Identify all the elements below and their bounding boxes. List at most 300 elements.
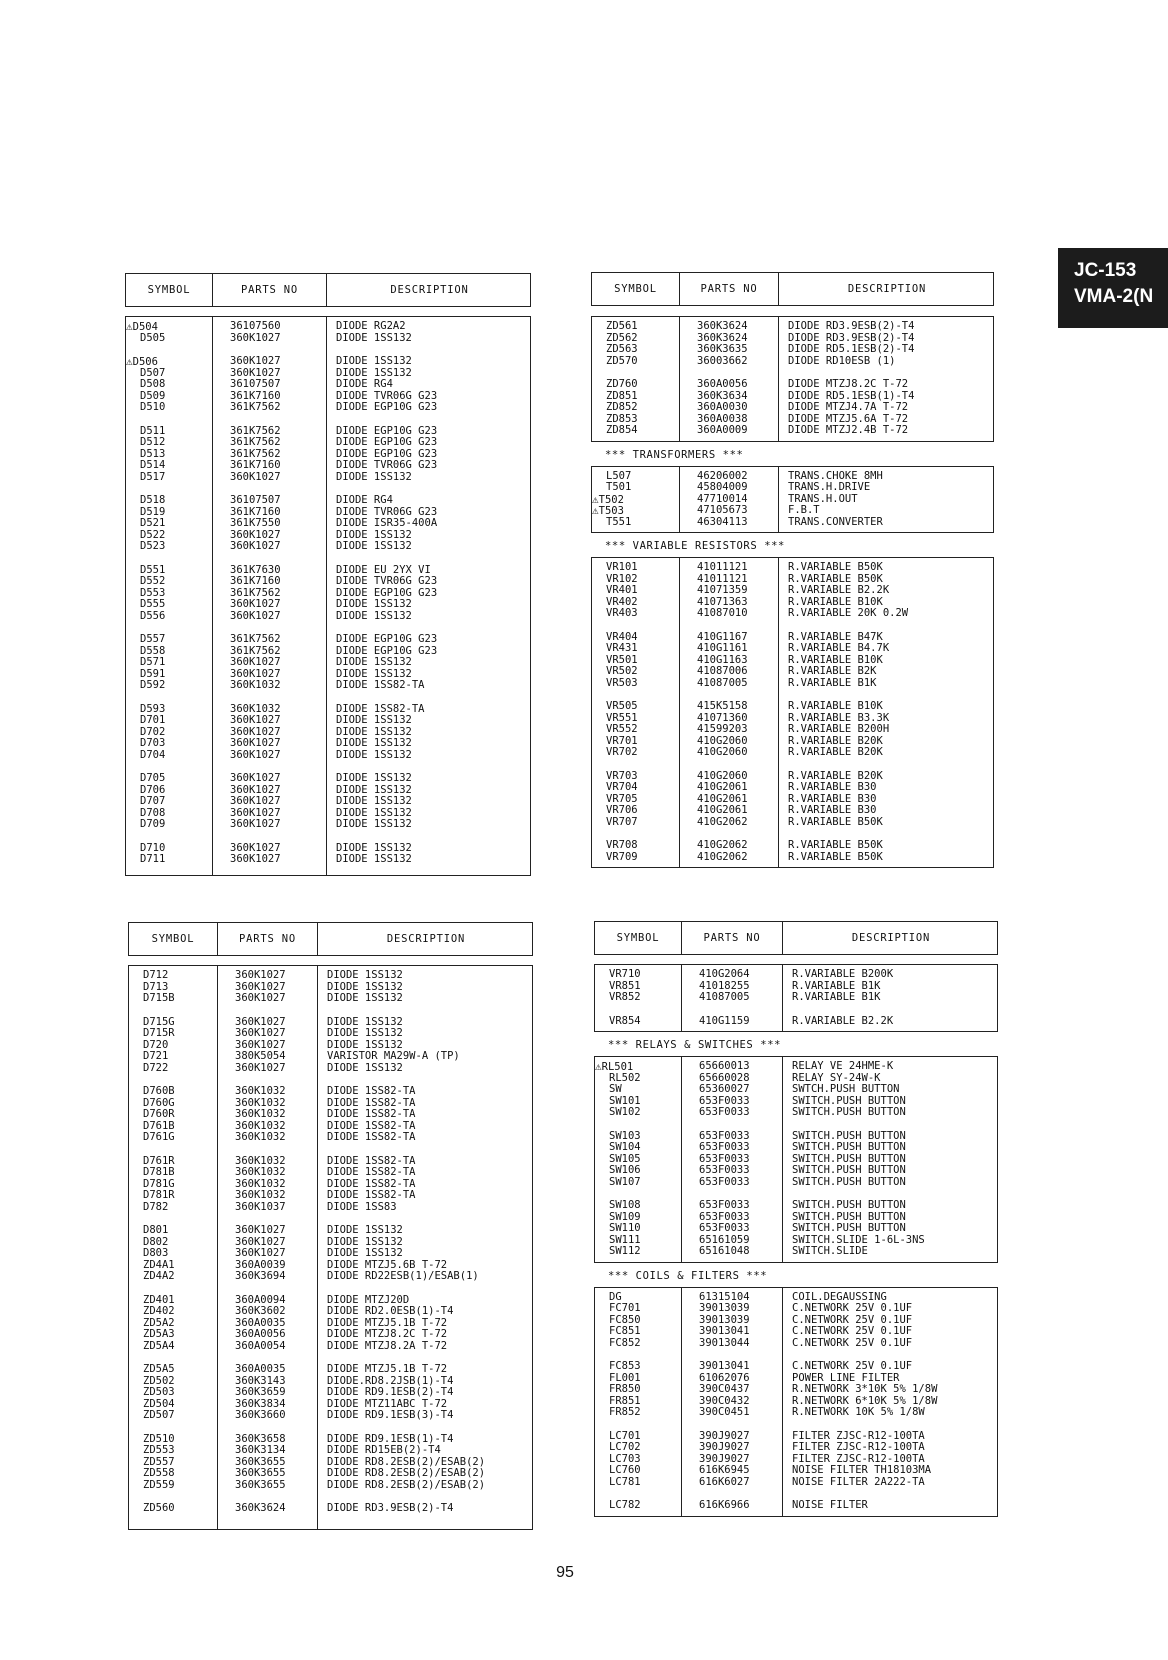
row-description: DIODE 1SS132: [336, 540, 412, 552]
row-parts-no: 360K3635: [697, 343, 748, 355]
table-row: [592, 643, 993, 655]
row-parts-no: 360K1027: [230, 366, 281, 379]
row-parts-no: 653F0033: [699, 1222, 750, 1234]
row-description: DIODE 1SS132: [327, 969, 403, 981]
row-symbol-text: FC851: [609, 1325, 641, 1337]
row-parts-no: 616K6966: [699, 1499, 750, 1511]
row-parts-no: 653F0033: [699, 1141, 750, 1153]
row-parts-no: 360K1027: [230, 853, 281, 865]
table-row: [126, 750, 530, 762]
row-symbol-text: DG: [609, 1290, 622, 1303]
row-parts-no: 653F0033: [699, 1129, 750, 1142]
table-row: [129, 1225, 532, 1237]
row-symbol-text: D552: [140, 575, 166, 587]
table-body: [591, 316, 994, 442]
row-parts-no: 360K1032: [230, 702, 281, 715]
warning-triangle-icon: ⚠: [592, 492, 599, 506]
row-symbol: [140, 402, 165, 414]
table-row: [126, 785, 530, 797]
row-parts-no: 360K1037: [235, 1200, 286, 1213]
row-parts-no: 653F0033: [699, 1106, 750, 1118]
row-symbol: [609, 1500, 641, 1512]
row-description: DIODE TVR06G G23: [336, 459, 438, 471]
row-description: DIODE 1SS82-TA: [327, 1119, 416, 1132]
table-header: [128, 922, 533, 956]
table-header: [594, 921, 998, 955]
row-symbol-text: SW: [609, 1083, 622, 1095]
row-symbol: [143, 1063, 168, 1075]
row-description: TRANS.H.OUT: [788, 492, 858, 505]
table-row: [126, 773, 530, 785]
table-row: [592, 517, 993, 529]
row-parts-no: 360K1027: [230, 540, 281, 552]
row-symbol-text: VR102: [606, 572, 638, 585]
row-parts-no: 361K7562: [230, 436, 281, 448]
row-description: SWITCH.SLIDE: [792, 1245, 868, 1257]
row-description: DIODE 1SS132: [336, 841, 412, 854]
row-symbol: [143, 1271, 175, 1283]
row-symbol-text: ZD5A2: [143, 1316, 175, 1329]
row-description: DIODE RD10ESB (1): [788, 354, 896, 367]
row-symbol: [140, 750, 165, 762]
row-description: DIODE 1SS132: [327, 1247, 403, 1259]
row-parts-no: 360K3655: [235, 1478, 286, 1491]
row-symbol-text: D761G: [143, 1131, 175, 1143]
row-parts-no: 360K1027: [230, 355, 281, 367]
row-description: R.VARIABLE B30: [788, 781, 877, 793]
row-parts-no: 380K5054: [235, 1050, 286, 1062]
row-description: DIODE RD8.2ESB(2)/ESAB(2): [327, 1455, 486, 1468]
table-header: [125, 273, 531, 307]
row-symbol-text: SW108: [609, 1199, 641, 1211]
row-parts-no: 47105673: [697, 504, 748, 516]
row-parts-no: 415K5158: [697, 700, 748, 712]
row-symbol-text: ZD854: [606, 424, 638, 436]
row-symbol-text: D715R: [143, 1027, 175, 1039]
table-row: [129, 1503, 532, 1515]
row-parts-no: 41599203: [697, 723, 748, 735]
table-row: [592, 344, 993, 356]
row-description: TRANS.H.DRIVE: [788, 481, 871, 493]
row-description: DIODE 1SS82-TA: [336, 679, 425, 691]
row-symbol-text: ZD402: [143, 1305, 175, 1317]
row-parts-no: 361K7562: [230, 586, 281, 599]
row-description: DIODE RG2A2: [336, 320, 406, 332]
row-parts-no: 41018255: [699, 979, 750, 992]
row-description: DIODE 1SS82-TA: [327, 1131, 416, 1143]
warning-triangle-icon: ⚠: [595, 1060, 602, 1073]
row-symbol-text: ZD5A4: [143, 1339, 175, 1352]
row-symbol: [609, 1338, 641, 1350]
row-description: SWITCH.PUSH BUTTON: [792, 1141, 906, 1153]
row-symbol: [143, 1503, 175, 1515]
row-symbol-text: D506: [132, 356, 158, 368]
row-parts-no: 360K1027: [230, 331, 281, 344]
row-symbol-text: D722: [143, 1061, 169, 1074]
row-parts-no: 360A0009: [697, 424, 748, 436]
row-symbol-text: ZD561: [606, 320, 638, 332]
row-parts-no: 36003662: [697, 354, 748, 367]
row-description: R.VARIABLE B10K: [788, 653, 883, 666]
row-description: R.VARIABLE B1K: [792, 991, 881, 1003]
row-symbol: [143, 993, 175, 1005]
table-row: [126, 321, 530, 333]
table-row: [126, 738, 530, 750]
row-description: DIODE.RD8.2JSB(1)-T4: [327, 1374, 454, 1387]
row-parts-no: 360A0094: [235, 1293, 286, 1306]
row-parts-no: 360K1027: [235, 1224, 286, 1236]
row-symbol-text: VR706: [606, 804, 638, 816]
row-parts-no: 65660028: [699, 1071, 750, 1084]
row-description: DIODE EGP10G G23: [336, 436, 438, 448]
row-description: DIODE 1SS132: [336, 667, 412, 680]
row-symbol-text: D761B: [143, 1119, 175, 1132]
row-parts-no: 410G2060: [697, 769, 748, 782]
row-description: COIL.DEGAUSSING: [792, 1290, 887, 1303]
row-parts-no: 653F0033: [699, 1210, 750, 1223]
row-parts-no: 360K1027: [235, 1038, 286, 1051]
row-description: R.VARIABLE B50K: [788, 850, 883, 863]
row-description: DIODE RG4: [336, 378, 393, 390]
row-description: DIODE RD8.2ESB(2)/ESAB(2): [327, 1478, 486, 1491]
row-parts-no: 360K1027: [230, 714, 281, 726]
table-row: [126, 588, 530, 600]
row-description: R.VARIABLE B20K: [788, 769, 883, 782]
row-symbol-text: VR854: [609, 1014, 641, 1027]
table-row: [129, 1167, 532, 1179]
row-symbol-text: D591: [140, 667, 166, 680]
row-parts-no: 360K1027: [230, 841, 281, 854]
row-symbol-text: D514: [140, 459, 166, 471]
row-description: DIODE 1SS132: [327, 1224, 403, 1236]
table-row: [592, 782, 993, 794]
row-parts-no: 41071363: [697, 595, 748, 608]
warning-triangle-icon: ⚠: [592, 504, 599, 517]
row-description: SWITCH.PUSH BUTTON: [792, 1210, 906, 1223]
row-parts-no: 390J9027: [699, 1429, 750, 1442]
row-description: DIODE 1SS132: [336, 783, 412, 796]
table-row: [126, 507, 530, 519]
row-parts-no: 360K1032: [235, 1096, 286, 1109]
row-symbol-text: D720: [143, 1038, 169, 1051]
section-title: *** RELAYS & SWITCHES ***: [608, 1039, 782, 1051]
table-row: [129, 1364, 532, 1376]
row-symbol-text: D523: [140, 540, 166, 552]
row-description: DIODE MTZJ8.2A T-72: [327, 1339, 448, 1352]
table-row: [126, 530, 530, 542]
row-symbol-text: LC702: [609, 1441, 641, 1453]
row-parts-no: 390C0451: [699, 1406, 750, 1418]
row-description: DIODE 1SS132: [336, 528, 412, 541]
row-parts-no: 360K1032: [235, 1189, 286, 1201]
row-symbol-text: SW101: [609, 1094, 641, 1107]
table-row: [126, 495, 530, 507]
row-description: C.NETWORK 25V 0.1UF: [792, 1336, 913, 1349]
row-parts-no: 360A0054: [235, 1339, 286, 1352]
row-symbol: [609, 1407, 641, 1419]
row-symbol-text: ZD558: [143, 1467, 175, 1479]
row-parts-no: 410G2061: [697, 792, 748, 805]
table-row: [592, 701, 993, 713]
table-row: [595, 1407, 997, 1419]
row-parts-no: 390J9027: [699, 1441, 750, 1453]
table-row: [126, 541, 530, 553]
table-row: [129, 1086, 532, 1098]
row-description: R.VARIABLE B2K: [788, 665, 877, 677]
table-row: [129, 970, 532, 982]
row-parts-no: 360K1027: [235, 1027, 286, 1039]
row-symbol-text: D711: [140, 853, 166, 865]
page-number: 95: [556, 1564, 574, 1581]
row-symbol-text: VR703: [606, 769, 638, 782]
row-parts-no: 39013041: [699, 1360, 750, 1372]
row-parts-no: 410G1161: [697, 642, 748, 654]
row-symbol-text: ZD760: [606, 378, 638, 390]
section-title: *** COILS & FILTERS ***: [608, 1269, 768, 1282]
row-symbol-text: VR502: [606, 665, 638, 677]
row-parts-no: 41071360: [697, 711, 748, 724]
row-symbol-text: SW106: [609, 1164, 641, 1176]
row-parts-no: 360K3655: [235, 1467, 286, 1479]
row-parts-no: 65660013: [699, 1060, 750, 1072]
header-symbol: SYMBOL: [147, 284, 191, 296]
row-symbol-text: D761R: [143, 1154, 175, 1167]
row-parts-no: 36107507: [230, 378, 281, 390]
row-description: R.NETWORK 10K 5% 1/8W: [792, 1406, 925, 1418]
row-parts-no: 41071359: [697, 584, 748, 596]
row-symbol-text: D705: [140, 772, 166, 784]
row-parts-no: 41011121: [697, 572, 748, 585]
row-symbol-text: VR403: [606, 607, 638, 619]
row-description: R.VARIABLE B50K: [788, 561, 883, 573]
row-parts-no: 653F0033: [699, 1199, 750, 1211]
row-parts-no: 361K7562: [230, 447, 281, 460]
table-row: [129, 1132, 532, 1144]
header-parts-no: PARTS NO: [217, 923, 317, 955]
row-symbol-text: D521: [140, 517, 166, 529]
row-symbol: [140, 541, 165, 553]
row-symbol-text: D715B: [143, 992, 175, 1004]
row-description: DIODE 1SS132: [327, 992, 403, 1004]
table-row: [592, 852, 993, 864]
row-parts-no: 360K1027: [235, 1247, 286, 1259]
row-description: DIODE 1SS82-TA: [327, 1166, 416, 1178]
table-row: [592, 840, 993, 852]
row-description: R.VARIABLE B20K: [788, 734, 883, 747]
row-symbol-text: D704: [140, 748, 166, 761]
row-description: DIODE EGP10G G23: [336, 586, 438, 599]
row-symbol-text: D522: [140, 528, 166, 541]
row-description: DIODE 1SS132: [336, 598, 412, 610]
row-symbol-text: ZD5A3: [143, 1328, 175, 1340]
row-description: SWITCH.PUSH BUTTON: [792, 1152, 906, 1165]
row-symbol-text: D518: [140, 494, 166, 506]
row-description: DIODE MTZJ5.6B T-72: [327, 1258, 448, 1271]
row-symbol-text: D782: [143, 1200, 169, 1213]
row-symbol: [606, 817, 638, 829]
row-symbol-text: ZD851: [606, 389, 638, 402]
row-symbol-text: VR705: [606, 792, 638, 805]
row-description: DIODE RD8.2ESB(2)/ESAB(2): [327, 1467, 486, 1479]
table-body: [125, 316, 531, 876]
row-symbol: [609, 1016, 641, 1028]
row-symbol-text: D709: [140, 818, 166, 830]
row-symbol-text: D551: [140, 563, 166, 576]
table-row: [126, 704, 530, 716]
row-symbol-text: D517: [140, 470, 166, 483]
row-symbol-text: SW110: [609, 1222, 641, 1234]
row-description: C.NETWORK 25V 0.1UF: [792, 1325, 913, 1337]
row-description: SWITCH.PUSH BUTTON: [792, 1164, 906, 1176]
row-parts-no: 361K7562: [230, 633, 281, 645]
row-description: DIODE 1SS132: [336, 355, 412, 367]
row-symbol-text: FC850: [609, 1313, 641, 1326]
row-description: DIODE 1SS82-TA: [327, 1154, 416, 1167]
row-parts-no: 61062076: [699, 1371, 750, 1384]
row-symbol-text: ZD4A1: [143, 1258, 175, 1271]
row-description: DIODE RD3.9ESB(2)-T4: [788, 331, 915, 344]
row-description: DIODE RD22ESB(1)/ESAB(1): [327, 1270, 479, 1282]
row-symbol-text: D710: [140, 841, 166, 854]
row-symbol-text: VR404: [606, 630, 638, 643]
row-symbol: [606, 425, 638, 437]
row-parts-no: 360K1027: [230, 818, 281, 830]
row-symbol-text: VR707: [606, 815, 638, 828]
table-row: [126, 808, 530, 820]
row-symbol: [606, 356, 638, 368]
row-parts-no: 360K1027: [235, 969, 286, 981]
row-symbol-text: ZD562: [606, 331, 638, 344]
row-symbol-text: D803: [143, 1247, 169, 1259]
row-parts-no: 361K7630: [230, 563, 281, 576]
model-tab-line1: JC-153: [1074, 260, 1137, 281]
row-parts-no: 360K3659: [235, 1386, 286, 1398]
row-symbol: [606, 747, 638, 759]
row-parts-no: 360K1027: [230, 656, 281, 668]
row-description: DIODE MTZJ5.6A T-72: [788, 412, 909, 425]
row-description: R.VARIABLE B1K: [792, 979, 881, 992]
table-row: [592, 678, 993, 690]
row-parts-no: 65161059: [699, 1233, 750, 1246]
row-description: TRANS.CHOKE 8MH: [788, 469, 883, 482]
row-parts-no: 360K1027: [230, 783, 281, 796]
row-description: DIODE 1SS132: [327, 1015, 403, 1028]
row-parts-no: 360K3834: [235, 1397, 286, 1410]
row-description: NOISE FILTER 2A222-TA: [792, 1475, 925, 1488]
row-description: R.VARIABLE B2.2K: [788, 584, 890, 596]
row-parts-no: 360A0056: [697, 378, 748, 390]
row-symbol-text: D760G: [143, 1096, 175, 1109]
table-row: [129, 1445, 532, 1457]
row-symbol-text: D509: [140, 389, 166, 402]
table-row: [126, 565, 530, 577]
row-symbol-text: ZD559: [143, 1478, 175, 1491]
row-description: DIODE 1SS132: [336, 714, 412, 726]
row-parts-no: 41011121: [697, 561, 748, 573]
row-symbol-text: D557: [140, 633, 166, 645]
row-symbol-text: D593: [140, 702, 166, 715]
row-description: DIODE RD9.1ESB(2)-T4: [327, 1386, 454, 1398]
row-description: DIODE 1SS132: [336, 806, 412, 819]
section-title: *** VARIABLE RESISTORS ***: [605, 540, 785, 552]
row-description: R.VARIABLE B200H: [788, 723, 890, 735]
header-parts-no: PARTS NO: [679, 273, 778, 305]
row-description: R.VARIABLE B47K: [788, 630, 883, 643]
header-parts-no: PARTS NO: [681, 922, 782, 954]
row-description: SWTCH.PUSH BUTTON: [792, 1083, 900, 1095]
table-row: [129, 993, 532, 1005]
row-description: DIODE MTZJ8.2C T-72: [788, 378, 909, 390]
row-parts-no: 47710014: [697, 492, 748, 505]
table-row: [592, 562, 993, 574]
table-row: [592, 356, 993, 368]
row-description: DIODE MTZJ5.1B T-72: [327, 1363, 448, 1375]
row-parts-no: 361K7160: [230, 459, 281, 471]
table-row: [592, 608, 993, 620]
table-row: [592, 379, 993, 391]
row-parts-no: 360K1027: [235, 1235, 286, 1248]
row-parts-no: 360A0035: [235, 1363, 286, 1375]
header-description: DESCRIPTION: [782, 922, 999, 954]
table-row: [129, 1248, 532, 1260]
row-parts-no: 41087010: [697, 607, 748, 619]
row-description: DIODE 1SS83: [327, 1200, 397, 1213]
row-symbol-text: D715G: [143, 1015, 175, 1028]
row-symbol-text: ZD560: [143, 1502, 175, 1514]
row-symbol-text: VR505: [606, 700, 638, 712]
table-row: [595, 969, 997, 981]
row-symbol-text: D555: [140, 598, 166, 610]
table-body: [128, 965, 533, 1530]
row-parts-no: 410G2062: [697, 850, 748, 863]
row-symbol-text: D701: [140, 714, 166, 726]
row-parts-no: 410G2061: [697, 781, 748, 793]
row-parts-no: 360K1027: [230, 748, 281, 761]
row-symbol-text: FR852: [609, 1406, 641, 1418]
table-row: [126, 843, 530, 855]
row-symbol: [609, 1246, 641, 1258]
row-symbol: [140, 680, 165, 692]
row-parts-no: 410G2062: [697, 815, 748, 828]
row-symbol-text: VR704: [606, 781, 638, 793]
table-row: [595, 1465, 997, 1477]
table-row: [126, 657, 530, 669]
row-description: DIODE RD5.1ESB(1)-T4: [788, 389, 915, 402]
row-symbol: [606, 852, 638, 864]
row-symbol-text: FC852: [609, 1336, 641, 1349]
row-symbol-text: SW107: [609, 1175, 641, 1188]
row-parts-no: 390J9027: [699, 1452, 750, 1465]
row-symbol-text: D706: [140, 783, 166, 796]
table-row: [595, 1303, 997, 1315]
row-symbol-text: ZD502: [143, 1374, 175, 1387]
table-row: [129, 1109, 532, 1121]
table-row: [595, 1442, 997, 1454]
row-description: DIODE TVR06G G23: [336, 389, 438, 402]
table-row: [595, 992, 997, 1004]
row-symbol-text: D508: [140, 378, 166, 390]
model-tab: [1058, 248, 1168, 328]
row-symbol-text: VR702: [606, 746, 638, 758]
table-row: [592, 817, 993, 829]
row-parts-no: 360K1027: [235, 980, 286, 993]
row-symbol-text: SW109: [609, 1210, 641, 1223]
row-symbol-text: ZD563: [606, 343, 638, 355]
table-row: [595, 1016, 997, 1028]
row-symbol-text: D712: [143, 969, 169, 981]
row-symbol: [143, 1202, 168, 1214]
row-description: DIODE TVR06G G23: [336, 575, 438, 587]
